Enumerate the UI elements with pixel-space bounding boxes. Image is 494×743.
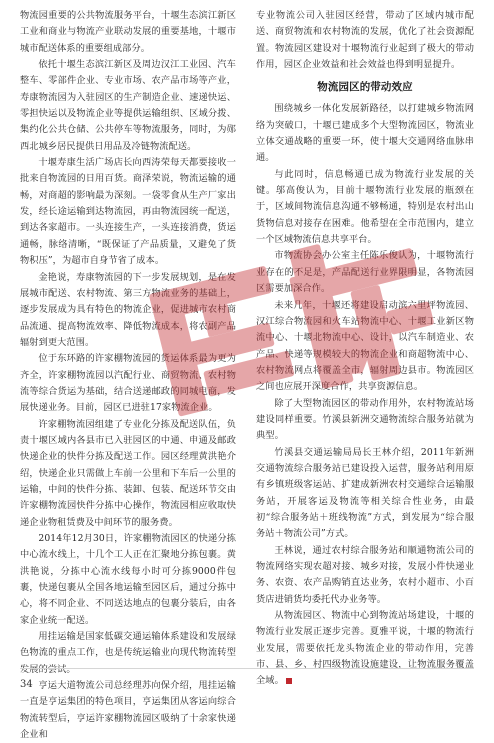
paragraph-text: 围绕城乡一体化发展新路径，以打建城乡物流网络为突破口，十堰已建成多个大型物流园区，物流业立体交通战略的重要一环，使十堰大交通网络血脉串通。 — [256, 103, 474, 164]
paragraph-text: 位于东环路的许家棚物流园的货运体系最为更为齐全，许家棚物流园以汽配行业、商贸物流、农村物流等综合货运为基础，结合送递邮政的同城电商，发展快递业务。目前，园区已进驻17家物流企业。 — [20, 353, 236, 414]
paragraph-text: 2014年12月30日，许家棚物流园区的快递分拣中心流水线上，十几个工人正在汇聚地分拣包裹。黄洪艳说，分拣中心流水线每小时可分拣9000件包裹，快递包裹从全国各地运输至园区后，通过分拣中心，将不同企业、不同送达地点的包裹分装后，由各家企业统一配送。 — [20, 533, 236, 626]
paragraph-text: 依托十堰生态滨江新区及周边汉江工业园、汽车整车、零部件企业、专业市场、农产品市场等产业，寿康物流园为入驻园区的生产制造企业、速递快运、零担快运以及物流企业等提供运输组织、区域分拨、集约化公共仓储、公共停车等物流服务，同时，为郧西北城乡居民提供日用品及冷链物流配送。 — [20, 59, 236, 152]
paragraph-text: 许家棚物流园组建了专业化分拣及配送队伍，负责十堰区域内各县市已入驻园区的中通、申通及邮政快递企业的快件分拣及配送工作。园区经理黄洪艳介绍，快递企业只需做上车前一公里和下车后一公里的运输，中间的快件分拣、装卸、包装、配送环节交由许家棚物流园快件分拣中心操作，物流园相应收取快递企业物租赁费及中间环节的服务费。 — [20, 418, 236, 528]
footer-rule — [20, 668, 474, 669]
right-column-body — [256, 101, 474, 689]
left-column — [20, 8, 236, 743]
paragraph — [256, 445, 474, 543]
paragraph-text: 市物流协会办公室主任陈乐俊认为，十堰物流行业存在的不足是，产品配送行业界限明显，各物流园区需要加深合作。 — [256, 250, 474, 295]
page-number: 34 — [20, 679, 33, 690]
paragraph — [20, 57, 236, 155]
paragraph — [20, 678, 236, 743]
paragraph-text: 除了大型物流园区的带动作用外，农村物流站场建设同样重要。竹溪县新洲交通物流综合服务站就为典型。 — [256, 397, 474, 442]
paragraph — [20, 629, 236, 678]
paragraph — [256, 167, 474, 249]
paragraph — [256, 608, 474, 690]
paragraph — [20, 270, 236, 352]
paragraph-text: 从物流园区、物流中心到物流站场建设，十堰的物流行业发展正逐步完善。夏雅平说，十堰的物流行业发展，需要依托龙头物流企业的带动作用，完善市、县、乡、村四级物流设施建设，让物流服务覆盖全域。 — [256, 610, 474, 687]
paragraph — [20, 351, 236, 416]
section-heading: 物流园区的带动效应 — [317, 81, 413, 94]
paragraph — [20, 8, 236, 57]
right-column — [256, 8, 474, 690]
paragraph-text: 亨运大道物流公司总经理苏向保介绍，甩挂运输一直是亨运集团的特色项目，亨运集团从客运向综合物流转型后，亨运许家棚物流园区吸纳了十余家快递企业和 — [20, 680, 236, 741]
paragraph-text: 未来几年，十堰还将建设启动滨六里坪物流园、汉江综合物流园和火车站物流中心、十堰工业新区物流中心、十堰北物流中心、设计，以汽车制造业、农产品、快递等规模较大的物流企业和商超物流中心、农村物流网点将覆盖全市，辐射周边县市。物流园区之间也应展开深度合作，共享资源信息。 — [256, 299, 474, 393]
paragraph-text: 物流园重要的公共物流服务平台，十堰生态滨江新区工业和商业与物流产业联动发展的重要基地，十堰市城市配送体系的重要组成部分。 — [20, 10, 236, 54]
right-column-intro — [256, 8, 474, 73]
paragraph — [256, 396, 474, 445]
paragraph — [256, 248, 474, 297]
paragraph — [256, 298, 474, 396]
paragraph — [256, 8, 474, 73]
paragraph — [256, 543, 474, 608]
paragraph — [256, 101, 474, 166]
paragraph — [20, 531, 236, 629]
paragraph-text: 王林说，通过农村综合服务站和顺通物流公司的物流网络实现农超对接、城乡对接，发展小件快递业务、农资、农产品购销直达业务，农村小超市、小百货店进销货均委托代办业务等。 — [256, 544, 474, 605]
paragraph-text: 用挂运输是国家低碳交通运输体系建设和发展绿色物流的重点工作，也是传统运输业向现代物流转型发展的尝试。 — [20, 631, 236, 675]
paragraph-text: 竹溪县交通运输局局长王林介绍，2011年新洲交通物流综合服务站已建设投入运营，服务站利用原有乡镇班级客运站、扩建成新洲农村交通综合运输服务站，开展客运及物流等相关综合性业务，由最初“综合服务站＋班线物流”方式，到发展为“综合服务站＋物流公司”方式。 — [256, 446, 474, 540]
paragraph — [20, 417, 236, 531]
article-end-mark — [286, 678, 292, 684]
paragraph-text: 专业物流公司入驻园区经营，带动了区域内城市配送、商贸物流和农村物流的发展，优化了社会资源配置。物流园区建设对十堰物流行业起到了极大的带动作用，园区企业效益和社会效益也得到明显提升。 — [256, 10, 474, 71]
paragraph-text: 十堰寿康生活广场店长向西涛荣每天都要接收一批来自物流园的日用百货。商泽荣说，物流运输的通畅，对商超的影响最为深刻。一袋零食从生产厂家出发，经长途运输到达物流园，再由物流园统一配送，到达各家超市。一头连接生产，一头连接消费，货运通畅，脉络清晰，“既保证了产品质量，又避免了货物积压”，为超市自身节省了成本。 — [20, 157, 236, 267]
paragraph-text: 金艳说，寿康物流园的下一步发展规划，是在发展城市配送、农村物流、第三方物流业务的基础上，逐步发展成为具有特色的物流企业，促进城市农村商品流通、提高物流效率、降低物流成本，将农副产品辐射到更大范围。 — [20, 271, 236, 348]
paragraph — [20, 155, 236, 269]
paragraph-text: 与此同时，信息畅通已成为物流行业发展的关键。邬高俊认为，目前十堰物流行业发展的瓶颈在于，区域间物流信息沟通不够畅通，特别是农村出山货物信息对接存在困难。他希望在全市范围内，建立一个区域物流信息共享平台。 — [256, 168, 474, 246]
